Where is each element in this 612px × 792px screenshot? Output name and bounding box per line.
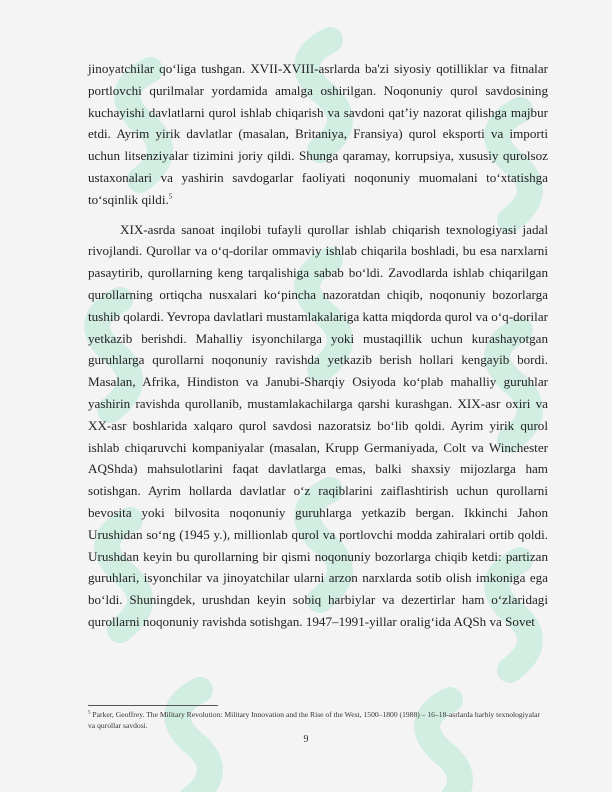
footnote-separator bbox=[88, 705, 218, 706]
paragraph bbox=[88, 219, 548, 633]
paragraph-text: jinoyatchilar qo‘liga tushgan. XVII-XVIII-asrlarda ba'zi siyosiy qotilliklar va fitnalar portlovchi qurilmalar yordamida amalga oshirilgan. Noqonuniy qurol savdosining kuchayishi davlatlarni qurol ishlab chiqarish va savdoni qat’iy nazorat qilishga majbur etdi. Ayrim yirik davlatlar (masalan, Britaniya, Fransiya) qurol eksporti va importi uchun litsenziyalar tizimini joriy qildi. Shunga qaramay, korrupsiya, xususiy qurolsoz ustaxonalari va yashirin savdogarlar faoliyati noqonuniy muomalani to‘xtatishga to‘sqinlik qildi. bbox=[88, 61, 548, 207]
body-text bbox=[88, 58, 548, 633]
paragraph bbox=[88, 58, 548, 211]
paragraph-text: XIX-asrda sanoat inqilobi tufayli qurollar ishlab chiqarish texnologiyasi jadal rivojlandi. Qurollar va o‘q-dorilar ommaviy ishlab chiqarila boshladi, bu esa narxlarni pasaytirib, qurollarning keng tarqalishiga sabab bo‘ldi. Zavodlarda ishlab chiqarilgan qurollarning ortiqcha nusxalari ko‘pincha nazoratdan chiqib, noqonuniy bozorlarga tushib qolardi. Yevropa davlatlari mustamlakalariga katta miqdorda qurol va o‘q-dorilar yetkazib berishdi. Mahalliy isyonchilarga yoki mustaqillik uchun kurashayotgan guruhlarga qurollarni noqonuniy ravishda yetkazib berish hollari kengayib bordi. Masalan, Afrika, Hindiston va Janubi-Sharqiy Osiyoda ko‘plab mahalliy guruhlar yashirin ravishda qurollanib, mustamlakachilarga qarshi kurashgan. XIX-asr oxiri va XX-asr boshlarida xalqaro qurol savdosi nazoratsiz bo‘lib qoldi. Ayrim yirik qurol ishlab chiqaruvchi kompaniyalar (masalan, Krupp Germaniyada, Colt va Winchester AQShda) mahsulotlarini faqat davlatlarga emas, balki shaxsiy mijozlarga ham sotishgan. Ayrim hollarda davlatlar o‘z raqiblarini zaiflashtirish uchun qurollarni bevosita yoki bilvosita noqonuniy guruhlarga yetkazib bergan. Ikkinchi Jahon Urushidan so‘ng (1945 y.), millionlab qurol va portlovchi modda zahiralari ortib qoldi. Urushdan keyin bu qurollarning bir qismi noqonuniy bozorlarga chiqib ketdi: partizan guruhlari, isyonchilar va jinoyatchilar ularni arzon narxlarda sotib olish imkoniga ega bo‘ldi. Shuningdek, urushdan keyin sobiq harbiylar va dezertirlar ham o‘zlaridagi qurollarni noqonuniy ravishda sotishgan. 1947–1991-yillar oralig‘ida AQSh va Sovet bbox=[88, 221, 548, 629]
footnote-marker: 5 bbox=[88, 710, 91, 716]
page-number: 9 bbox=[303, 734, 309, 745]
footnote bbox=[88, 710, 548, 731]
footnote-text: Parker, Geoffrey. The Military Revolution: Military Innovation and the Rise of the West, 1500–1800 (1988) – 16–18-asrlarda harbiy texnologiyalar va qurollar savdosi. bbox=[88, 710, 540, 730]
footnote-reference[interactable]: 5 bbox=[168, 192, 173, 201]
